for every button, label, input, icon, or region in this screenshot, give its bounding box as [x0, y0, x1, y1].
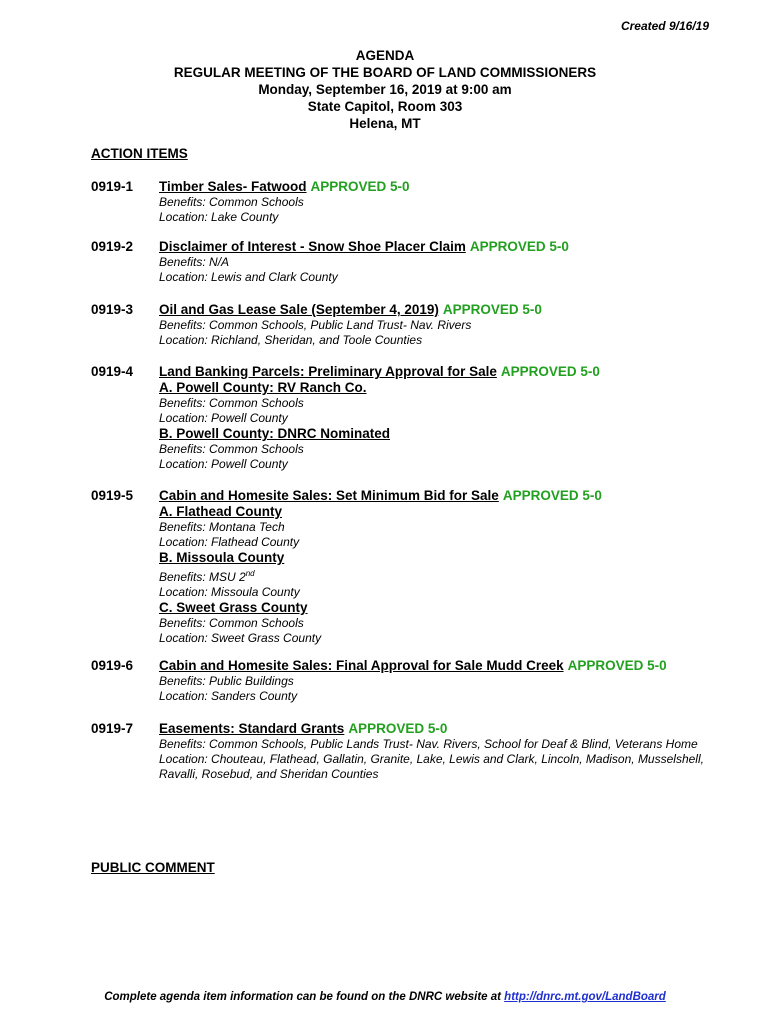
- item-location: Location: Sweet Grass County: [159, 631, 322, 645]
- sub-item-title: B. Powell County: DNRC Nominated: [159, 426, 391, 441]
- footer-text: Complete agenda item information can be found on the DNRC website at: [104, 991, 505, 1003]
- item-title: Cabin and Homesite Sales: Final Approval for Sale Mudd Creek: [159, 658, 564, 673]
- item-benefits: Benefits: Common Schools: [159, 396, 304, 410]
- action-items-title: ACTION ITEMS: [91, 146, 188, 161]
- header-location: State Capitol, Room 303: [307, 99, 463, 114]
- item-benefits: [159, 566, 711, 585]
- agenda-header: [0, 47, 770, 132]
- item-benefits: Benefits: Common Schools: [159, 616, 304, 630]
- item-benefits: Benefits: Montana Tech: [159, 520, 285, 534]
- item-location: Location: Lewis and Clark County: [159, 270, 338, 284]
- item-number: 0919-5: [91, 488, 134, 503]
- item-benefits: Benefits: Common Schools: [159, 195, 304, 209]
- benefits-text: Benefits: MSU 2: [159, 570, 246, 584]
- item-title: Cabin and Homesite Sales: Set Minimum Bid for Sale: [159, 488, 499, 503]
- agenda-item-0919-5: [91, 488, 711, 646]
- sub-item-title: A. Powell County: RV Ranch Co.: [159, 380, 367, 395]
- item-location: Location: Richland, Sheridan, and Toole Counties: [159, 333, 423, 347]
- item-number: 0919-7: [91, 721, 134, 736]
- item-benefits: Benefits: N/A: [159, 255, 230, 269]
- header-agenda: AGENDA: [355, 48, 415, 63]
- header-meeting-title: REGULAR MEETING OF THE BOARD OF LAND COMMISSIONERS: [173, 65, 597, 80]
- footer: [0, 991, 770, 1003]
- agenda-item-0919-3: [91, 302, 711, 348]
- agenda-item-0919-7: [91, 721, 711, 782]
- item-location: Location: Powell County: [159, 457, 288, 471]
- header-city: Helena, MT: [349, 116, 421, 131]
- agenda-item-0919-1: [91, 179, 711, 225]
- status-badge: APPROVED 5-0: [442, 302, 542, 317]
- item-location: Location: Powell County: [159, 411, 288, 425]
- status-badge: APPROVED 5-0: [310, 179, 410, 194]
- item-number: 0919-1: [91, 179, 134, 194]
- item-benefits: Benefits: Common Schools: [159, 442, 304, 456]
- header-date-time: Monday, September 16, 2019 at 9:00 am: [258, 82, 512, 97]
- item-title: Timber Sales- Fatwood: [159, 179, 307, 194]
- agenda-item-0919-2: [91, 239, 711, 285]
- item-location: Location: Chouteau, Flathead, Gallatin, Granite, Lake, Lewis and Clark, Lincoln, Madison, Musselshell, Ravalli, Rosebud, and Sheridan Counties: [159, 752, 704, 781]
- item-location: Location: Sanders County: [159, 689, 298, 703]
- agenda-item-0919-4: [91, 364, 711, 472]
- item-benefits: Benefits: Common Schools, Public Lands Trust- Nav. Rivers, School for Deaf & Blind, Veterans Home: [159, 737, 698, 751]
- sub-item-title: C. Sweet Grass County: [159, 600, 308, 615]
- item-benefits: Benefits: Public Buildings: [159, 674, 294, 688]
- item-number: 0919-6: [91, 658, 134, 673]
- status-badge: APPROVED 5-0: [567, 658, 667, 673]
- status-badge: APPROVED 5-0: [469, 239, 569, 254]
- sub-item-title: B. Missoula County: [159, 550, 285, 565]
- item-title: Easements: Standard Grants: [159, 721, 345, 736]
- item-number: 0919-4: [91, 364, 134, 379]
- item-title: Oil and Gas Lease Sale (September 4, 2019): [159, 302, 439, 317]
- item-location: Location: Lake County: [159, 210, 279, 224]
- status-badge: APPROVED 5-0: [348, 721, 448, 736]
- item-location: Location: Missoula County: [159, 585, 300, 599]
- item-benefits: Benefits: Common Schools, Public Land Trust- Nav. Rivers: [159, 318, 472, 332]
- sub-item-title: A. Flathead County: [159, 504, 283, 519]
- status-badge: APPROVED 5-0: [502, 488, 602, 503]
- created-date: Created 9/16/19: [620, 19, 709, 33]
- landboard-link[interactable]: http://dnrc.mt.gov/LandBoard: [504, 991, 666, 1003]
- agenda-item-0919-6: [91, 658, 711, 704]
- item-number: 0919-3: [91, 302, 134, 317]
- item-title: Land Banking Parcels: Preliminary Approval for Sale: [159, 364, 497, 379]
- item-title: Disclaimer of Interest - Snow Shoe Placer Claim: [159, 239, 466, 254]
- status-badge: APPROVED 5-0: [500, 364, 600, 379]
- public-comment-title: PUBLIC COMMENT: [91, 860, 215, 875]
- benefits-superscript: nd: [245, 569, 255, 578]
- item-location: Location: Flathead County: [159, 535, 300, 549]
- item-number: 0919-2: [91, 239, 134, 254]
